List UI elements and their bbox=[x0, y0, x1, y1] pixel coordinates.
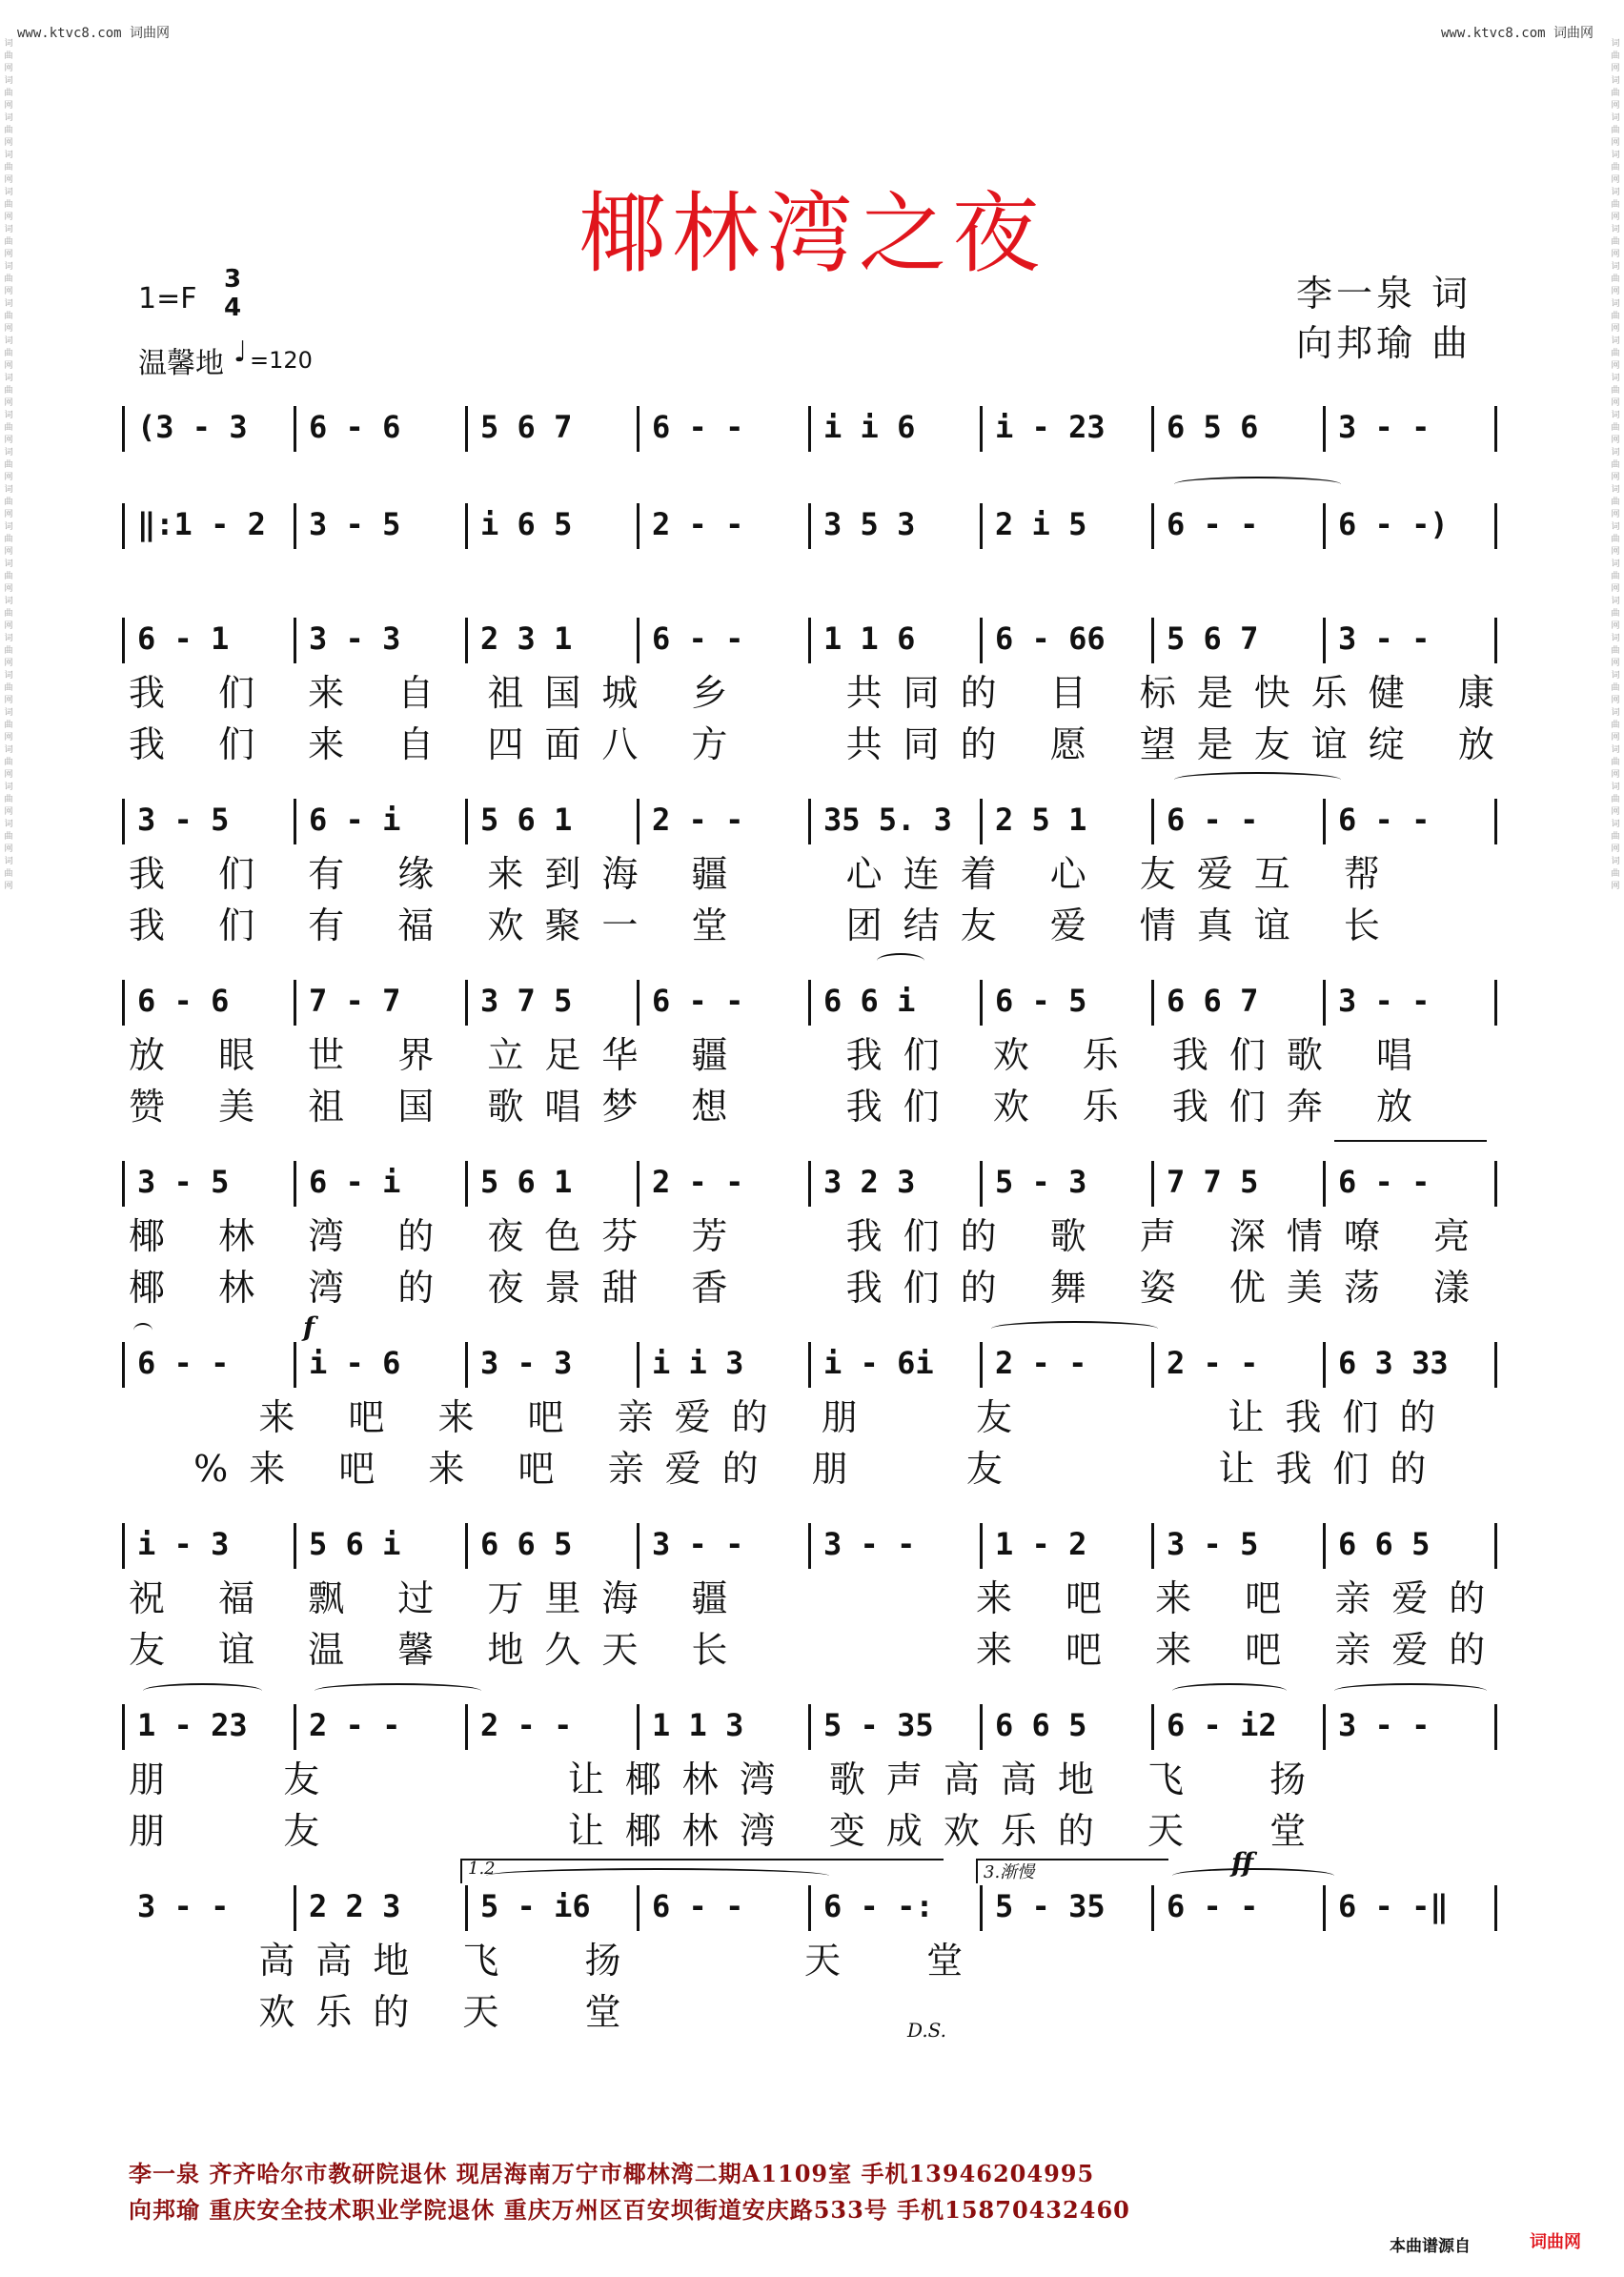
barline bbox=[1323, 1342, 1326, 1388]
measure: 5 6 i bbox=[309, 1526, 401, 1562]
barline bbox=[1323, 980, 1326, 1026]
lyric-line: 我 们 来 自 祖国城 乡 共同的 目 标是快乐健 康 bbox=[129, 672, 1515, 714]
measure: 2 - - bbox=[652, 802, 744, 838]
footer-line-lyricist: 李一泉 齐齐哈尔市教研院退休 现居海南万宁市椰林湾二期A1109室 手机13946204995 bbox=[129, 2160, 1095, 2187]
composer: 向邦瑜 曲 bbox=[1296, 322, 1472, 364]
barline bbox=[980, 618, 983, 663]
measure: 7 7 5 bbox=[1167, 1164, 1259, 1200]
measure: 3 - 5 bbox=[137, 802, 230, 838]
watermark-left: www.ktvc8.com 词曲网 bbox=[17, 26, 171, 41]
measure: 5 6 1 bbox=[480, 802, 573, 838]
barline bbox=[465, 406, 468, 452]
measure: (3 - 3 bbox=[137, 409, 248, 445]
volta-3 bbox=[976, 1859, 1168, 1883]
credits bbox=[1296, 269, 1472, 368]
measure: 3 - - bbox=[652, 1526, 744, 1562]
measure: 5 - 35 bbox=[995, 1888, 1106, 1924]
barline bbox=[465, 503, 468, 549]
measure: 3 - - bbox=[823, 1526, 916, 1562]
lyric-line: 友 谊 温 馨 地久天 长 来 吧 来 吧 亲爱的 bbox=[129, 1629, 1507, 1671]
measure: 2 - - bbox=[652, 1164, 744, 1200]
volta-3-label: 3.渐慢 bbox=[984, 1862, 1035, 1882]
measure: 6 - 66 bbox=[995, 620, 1106, 657]
barline bbox=[808, 1885, 811, 1931]
barline bbox=[808, 980, 811, 1026]
barline bbox=[1494, 1342, 1497, 1388]
barline bbox=[1151, 799, 1154, 844]
barline bbox=[980, 503, 983, 549]
measure: 1 - 23 bbox=[137, 1707, 248, 1743]
measure: 2 - - bbox=[309, 1707, 401, 1743]
barline bbox=[1151, 1342, 1154, 1388]
measure: 6 - - bbox=[1167, 1888, 1259, 1924]
lyric-line: 我 们 有 福 欢聚一 堂 团结友 爱 情真谊 长 bbox=[129, 905, 1401, 946]
score-row bbox=[124, 972, 1496, 1029]
barline bbox=[122, 1523, 125, 1569]
lyric-line: 我 们 有 缘 来到海 疆 心连着 心 友爱互 帮 bbox=[129, 853, 1401, 895]
barline bbox=[637, 980, 639, 1026]
slur bbox=[133, 1323, 152, 1338]
measure: 1 1 6 bbox=[823, 620, 916, 657]
measure: 2 5 1 bbox=[995, 802, 1087, 838]
barline bbox=[637, 503, 639, 549]
measure: 2 - - bbox=[652, 506, 744, 542]
barline bbox=[637, 618, 639, 663]
barline bbox=[1494, 1523, 1497, 1569]
slur bbox=[877, 953, 924, 968]
barline bbox=[122, 1342, 125, 1388]
measure: 6 - - bbox=[1167, 802, 1259, 838]
barline bbox=[808, 618, 811, 663]
lyric-line: 祝 福 飘 过 万里海 疆 来 吧 来 吧 亲爱的 bbox=[129, 1577, 1507, 1619]
barline bbox=[1323, 1523, 1326, 1569]
source-label: 本曲谱源自 bbox=[1390, 2237, 1471, 2256]
barline bbox=[808, 1704, 811, 1750]
barline bbox=[294, 1704, 296, 1750]
slur bbox=[143, 1683, 262, 1698]
barline bbox=[1323, 1161, 1326, 1207]
measure: ‖:1 - 2 bbox=[137, 506, 266, 542]
barline bbox=[294, 406, 296, 452]
lyric-line: 我 们 来 自 四面八 方 共同的 愿 望是友谊绽 放 bbox=[129, 723, 1515, 765]
song-title: 椰林湾之夜 bbox=[578, 183, 1045, 285]
barline bbox=[808, 503, 811, 549]
measure: 6 - 6 bbox=[137, 983, 230, 1019]
measure: 3 2 3 bbox=[823, 1164, 916, 1200]
barline bbox=[1323, 503, 1326, 549]
barline bbox=[465, 1161, 468, 1207]
barline bbox=[465, 1523, 468, 1569]
barline bbox=[465, 980, 468, 1026]
lyric-line: 放 眼 世 界 立足华 疆 我们 欢 乐 我们歌 唱 bbox=[129, 1034, 1433, 1076]
score-row bbox=[124, 1153, 1496, 1210]
barline bbox=[637, 799, 639, 844]
barline bbox=[1494, 980, 1497, 1026]
measure: 6 - - bbox=[1338, 1164, 1431, 1200]
measure: 6 - i2 bbox=[1167, 1707, 1277, 1743]
barline bbox=[465, 799, 468, 844]
slur bbox=[1174, 477, 1341, 492]
slur bbox=[991, 1321, 1158, 1336]
barline bbox=[1151, 406, 1154, 452]
barline bbox=[465, 1885, 468, 1931]
measure: 3 7 5 bbox=[480, 983, 573, 1019]
lyric-line: 赞 美 祖 国 歌唱梦 想 我们 欢 乐 我们奔 放 bbox=[129, 1086, 1433, 1128]
barline bbox=[1151, 1704, 1154, 1750]
measure: 5 6 7 bbox=[1167, 620, 1259, 657]
measure: 6 - 5 bbox=[995, 983, 1087, 1019]
barline bbox=[1151, 503, 1154, 549]
measure: 6 6 i bbox=[823, 983, 916, 1019]
barline bbox=[1494, 406, 1497, 452]
barline bbox=[1323, 406, 1326, 452]
barline bbox=[1151, 980, 1154, 1026]
measure: 5 - 3 bbox=[995, 1164, 1087, 1200]
side-watermark-left: 词曲网词曲网词曲网词曲网词曲网词曲网词曲网词曲网词曲网词曲网词曲网词曲网词曲网词曲网词曲网词曲网词曲网词曲网词曲网词曲网词曲网词曲网词曲网 bbox=[4, 39, 13, 891]
time-signature bbox=[221, 265, 244, 322]
slur bbox=[1172, 1683, 1287, 1698]
lyric-line: 椰 林 湾 的 夜色芬 芳 我们的 歌 声 深情嘹 亮 bbox=[129, 1215, 1491, 1257]
measure: 6 - - bbox=[1338, 802, 1431, 838]
measure: i i 6 bbox=[823, 409, 916, 445]
measure: i - 6 bbox=[309, 1345, 401, 1381]
measure: 6 - 1 bbox=[137, 620, 230, 657]
barline bbox=[294, 980, 296, 1026]
score-row bbox=[124, 496, 1496, 553]
measure: 3 - 3 bbox=[480, 1345, 573, 1381]
key-signature: 1=F bbox=[138, 282, 197, 315]
lyric-line: 椰 林 湾 的 夜景甜 香 我们的 舞 姿 优美荡 漾 bbox=[129, 1267, 1491, 1309]
barline bbox=[1323, 799, 1326, 844]
measure: 6 - - bbox=[1167, 506, 1259, 542]
tie-line bbox=[1334, 1140, 1487, 1142]
measure: 3 5 3 bbox=[823, 506, 916, 542]
measure: 6 6 7 bbox=[1167, 983, 1259, 1019]
measure: 3 - - bbox=[1338, 983, 1431, 1019]
barline bbox=[1151, 618, 1154, 663]
barline bbox=[1151, 1161, 1154, 1207]
barline bbox=[980, 406, 983, 452]
measure: 5 - i6 bbox=[480, 1888, 591, 1924]
measure: 6 - - bbox=[137, 1345, 230, 1381]
barline bbox=[980, 1885, 983, 1931]
measure: 6 - -) bbox=[1338, 506, 1449, 542]
barline bbox=[294, 799, 296, 844]
dynamic-forte: f bbox=[303, 1311, 315, 1343]
measure: 3 - 5 bbox=[137, 1164, 230, 1200]
barline bbox=[637, 1885, 639, 1931]
dynamic-fortissimo: ff bbox=[1231, 1847, 1254, 1879]
measure: 3 - 5 bbox=[1167, 1526, 1259, 1562]
measure: i 6 5 bbox=[480, 506, 573, 542]
measure: i i 3 bbox=[652, 1345, 744, 1381]
barline bbox=[1494, 1885, 1497, 1931]
measure: 6 - 6 bbox=[309, 409, 401, 445]
barline bbox=[465, 1342, 468, 1388]
measure: 6 6 5 bbox=[480, 1526, 573, 1562]
barline bbox=[122, 799, 125, 844]
barline bbox=[294, 1342, 296, 1388]
barline bbox=[980, 1704, 983, 1750]
measure: 1 - 2 bbox=[995, 1526, 1087, 1562]
barline bbox=[1494, 1704, 1497, 1750]
barline bbox=[1151, 1885, 1154, 1931]
measure: 6 - - bbox=[652, 1888, 744, 1924]
measure: 6 6 5 bbox=[995, 1707, 1087, 1743]
barline bbox=[980, 1523, 983, 1569]
barline bbox=[637, 1342, 639, 1388]
measure: 5 - 35 bbox=[823, 1707, 934, 1743]
barline bbox=[122, 503, 125, 549]
barline bbox=[1323, 1885, 1326, 1931]
measure: 2 - - bbox=[995, 1345, 1087, 1381]
barline bbox=[637, 1161, 639, 1207]
measure: 3 - - bbox=[1338, 1707, 1431, 1743]
measure: i - 23 bbox=[995, 409, 1106, 445]
slur bbox=[315, 1683, 481, 1698]
measure: 5 6 1 bbox=[480, 1164, 573, 1200]
measure: 3 - 3 bbox=[309, 620, 401, 657]
barline bbox=[294, 618, 296, 663]
lyric-line: 欢乐的 天 堂 bbox=[129, 1991, 642, 2033]
measure: 6 - -‖ bbox=[1338, 1888, 1449, 1924]
footer-contacts bbox=[129, 2156, 1130, 2228]
barline bbox=[1494, 1161, 1497, 1207]
score-row bbox=[124, 791, 1496, 848]
score-row bbox=[124, 398, 1496, 456]
barline bbox=[1494, 503, 1497, 549]
barline bbox=[808, 1161, 811, 1207]
barline bbox=[294, 1523, 296, 1569]
measure: 6 3 33 bbox=[1338, 1345, 1449, 1381]
score-row bbox=[124, 1878, 1496, 1935]
measure: 1 1 3 bbox=[652, 1707, 744, 1743]
measure: 6 5 6 bbox=[1167, 409, 1259, 445]
lyricist: 李一泉 词 bbox=[1296, 273, 1472, 315]
tempo-value: =120 bbox=[250, 347, 313, 374]
measure: 2 - - bbox=[480, 1707, 573, 1743]
time-bottom: 4 bbox=[223, 294, 242, 322]
measure: 2 3 1 bbox=[480, 620, 573, 657]
dal-segno: D.S. bbox=[907, 2019, 947, 2042]
barline bbox=[637, 1523, 639, 1569]
side-watermark-right: 词曲网词曲网词曲网词曲网词曲网词曲网词曲网词曲网词曲网词曲网词曲网词曲网词曲网词曲网词曲网词曲网词曲网词曲网词曲网词曲网词曲网词曲网词曲网 bbox=[1611, 39, 1620, 891]
volta-1-label: 1.2 bbox=[468, 1859, 496, 1879]
barline bbox=[980, 799, 983, 844]
measure: 6 - i bbox=[309, 1164, 401, 1200]
measure: i - 3 bbox=[137, 1526, 230, 1562]
measure: 6 - -: bbox=[823, 1888, 934, 1924]
barline bbox=[122, 1161, 125, 1207]
barline bbox=[808, 1342, 811, 1388]
barline bbox=[1323, 1704, 1326, 1750]
barline bbox=[808, 799, 811, 844]
barline bbox=[808, 406, 811, 452]
barline bbox=[637, 406, 639, 452]
barline bbox=[1494, 799, 1497, 844]
lyric-line: 朋 友 让椰林湾 变成欢乐的 天 堂 bbox=[129, 1810, 1328, 1852]
measure: 6 6 5 bbox=[1338, 1526, 1431, 1562]
measure: 6 - i bbox=[309, 802, 401, 838]
score-row bbox=[124, 1697, 1496, 1754]
barline bbox=[1494, 618, 1497, 663]
measure: i - 6i bbox=[823, 1345, 934, 1381]
barline bbox=[122, 980, 125, 1026]
lyric-line: %来 吧 来 吧 亲爱的 朋 友 让我们的 bbox=[129, 1448, 1448, 1490]
lyric-line: 高高地 飞 扬 天 堂 bbox=[129, 1940, 985, 1982]
lyric-line: 朋 友 让椰林湾 歌声高高地 飞 扬 bbox=[129, 1759, 1328, 1800]
barline bbox=[294, 503, 296, 549]
score-row bbox=[124, 1515, 1496, 1573]
barline bbox=[980, 980, 983, 1026]
barline bbox=[294, 1161, 296, 1207]
barline bbox=[1323, 618, 1326, 663]
quarter-note-icon: ♩ bbox=[233, 335, 248, 369]
tempo-word: 温馨地 bbox=[138, 347, 224, 380]
measure: 6 - - bbox=[652, 983, 744, 1019]
barline bbox=[122, 1704, 125, 1750]
barline bbox=[1151, 1523, 1154, 1569]
measure: 2 i 5 bbox=[995, 506, 1087, 542]
measure: 3 - - bbox=[1338, 620, 1431, 657]
measure: 2 - - bbox=[1167, 1345, 1259, 1381]
barline bbox=[980, 1161, 983, 1207]
measure: 7 - 7 bbox=[309, 983, 401, 1019]
measure: 6 - - bbox=[652, 409, 744, 445]
measure: 3 - - bbox=[137, 1888, 230, 1924]
watermark-right: www.ktvc8.com 词曲网 bbox=[1441, 26, 1594, 41]
slur bbox=[1334, 1683, 1487, 1698]
score-row bbox=[124, 610, 1496, 667]
barline bbox=[294, 1885, 296, 1931]
footer-line-composer: 向邦瑜 重庆安全技术职业学院退休 重庆万州区百安坝街道安庆路533号 手机15870432460 bbox=[129, 2196, 1130, 2224]
lyric-line: 来 吧 来 吧 亲爱的 朋 友 让我们的 bbox=[129, 1396, 1457, 1438]
barline bbox=[465, 1704, 468, 1750]
barline bbox=[122, 406, 125, 452]
barline bbox=[465, 618, 468, 663]
volta-1 bbox=[460, 1859, 944, 1883]
slur bbox=[1174, 772, 1341, 787]
barline bbox=[808, 1523, 811, 1569]
measure: 2 2 3 bbox=[309, 1888, 401, 1924]
measure: 3 - 5 bbox=[309, 506, 401, 542]
barline bbox=[980, 1342, 983, 1388]
source-site-logo: 词曲网 bbox=[1530, 2232, 1581, 2252]
measure: 5 6 7 bbox=[480, 409, 573, 445]
barline bbox=[637, 1704, 639, 1750]
time-top: 3 bbox=[223, 265, 242, 294]
score-row bbox=[124, 1334, 1496, 1392]
measure: 3 - - bbox=[1338, 409, 1431, 445]
measure: 6 - - bbox=[652, 620, 744, 657]
barline bbox=[122, 618, 125, 663]
measure: 35 5. 3 bbox=[823, 802, 952, 838]
